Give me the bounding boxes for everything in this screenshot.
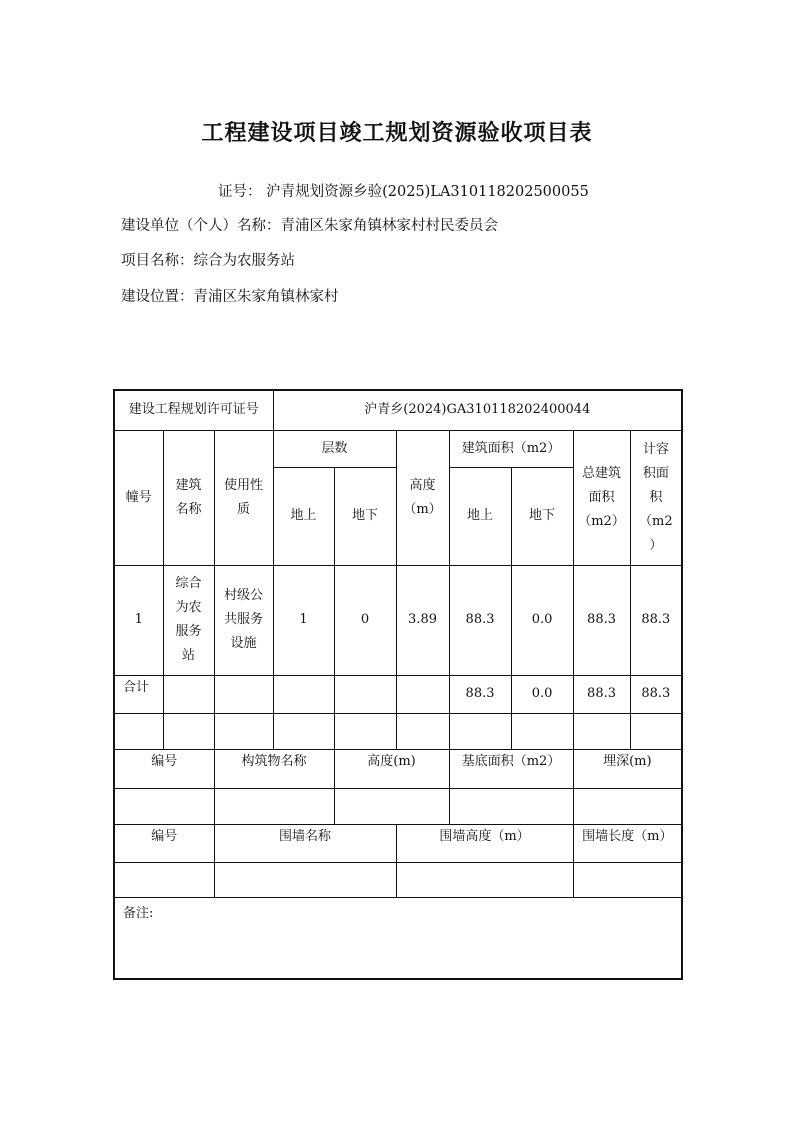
permit-value: 沪青乡(2024)GA310118202400044 bbox=[273, 390, 682, 430]
header-building-name: 建筑 名称 bbox=[163, 430, 214, 565]
header-floors: 层数 bbox=[273, 430, 396, 467]
page-title: 工程建设项目竣工规划资源验收项目表 bbox=[201, 120, 593, 146]
row-area-below: 0.0 bbox=[511, 565, 573, 675]
permit-label: 建设工程规划许可证号 bbox=[114, 390, 273, 430]
header-far-area: 计容 积面 积 （m2 ） bbox=[630, 430, 682, 565]
wall-header-name: 围墙名称 bbox=[214, 824, 396, 862]
header-floors-below: 地下 bbox=[334, 467, 396, 565]
structure-header-depth: 埋深(m) bbox=[573, 749, 682, 788]
wall-header-no: 编号 bbox=[114, 824, 214, 862]
header-height: 高度 （m） bbox=[396, 430, 449, 565]
remarks: 备注: bbox=[114, 897, 682, 979]
certificate-number: 证号： 沪青规划资源乡验(2025)LA310118202500055 bbox=[218, 184, 589, 200]
total-row bbox=[114, 675, 682, 713]
header-area-above: 地上 bbox=[449, 467, 511, 565]
row-far: 88.3 bbox=[630, 565, 682, 675]
row-total: 88.3 bbox=[573, 565, 630, 675]
total-area-above: 88.3 bbox=[449, 675, 511, 713]
row-floors-above: 1 bbox=[273, 565, 334, 675]
structure-header-name: 构筑物名称 bbox=[214, 749, 334, 788]
row-height: 3.89 bbox=[396, 565, 449, 675]
structure-header-base-area: 基底面积（m2） bbox=[449, 749, 573, 788]
total-far: 88.3 bbox=[630, 675, 682, 713]
header-area-below: 地下 bbox=[511, 467, 573, 565]
project-name: 项目名称：综合为农服务站 bbox=[121, 253, 295, 269]
row-name: 综合 为农 服务 站 bbox=[163, 565, 214, 675]
header-floors-above: 地上 bbox=[273, 467, 334, 565]
header-use: 使用性 质 bbox=[214, 430, 273, 565]
row-no: 1 bbox=[114, 565, 163, 675]
header-total-area: 总建筑 面积 （m2） bbox=[573, 430, 630, 565]
total-total: 88.3 bbox=[573, 675, 630, 713]
total-label: 合计 bbox=[114, 675, 163, 713]
row-floors-below: 0 bbox=[334, 565, 396, 675]
header-area: 建筑面积（m2） bbox=[449, 430, 573, 467]
project-location: 建设位置：青浦区朱家角镇林家村 bbox=[121, 289, 339, 305]
acceptance-table bbox=[113, 389, 683, 980]
row-use: 村级公 共服务 设施 bbox=[214, 565, 273, 675]
structure-header-no: 编号 bbox=[114, 749, 214, 788]
wall-header-height: 围墙高度（m） bbox=[396, 824, 573, 862]
builder-name: 建设单位（个人）名称：青浦区朱家角镇林家村村民委员会 bbox=[121, 218, 498, 234]
structure-header-height: 高度(m) bbox=[334, 749, 449, 788]
total-area-below: 0.0 bbox=[511, 675, 573, 713]
row-area-above: 88.3 bbox=[449, 565, 511, 675]
header-building-no: 幢号 bbox=[114, 430, 163, 565]
wall-header-length: 围墙长度（m） bbox=[573, 824, 682, 862]
table-row bbox=[114, 565, 682, 675]
